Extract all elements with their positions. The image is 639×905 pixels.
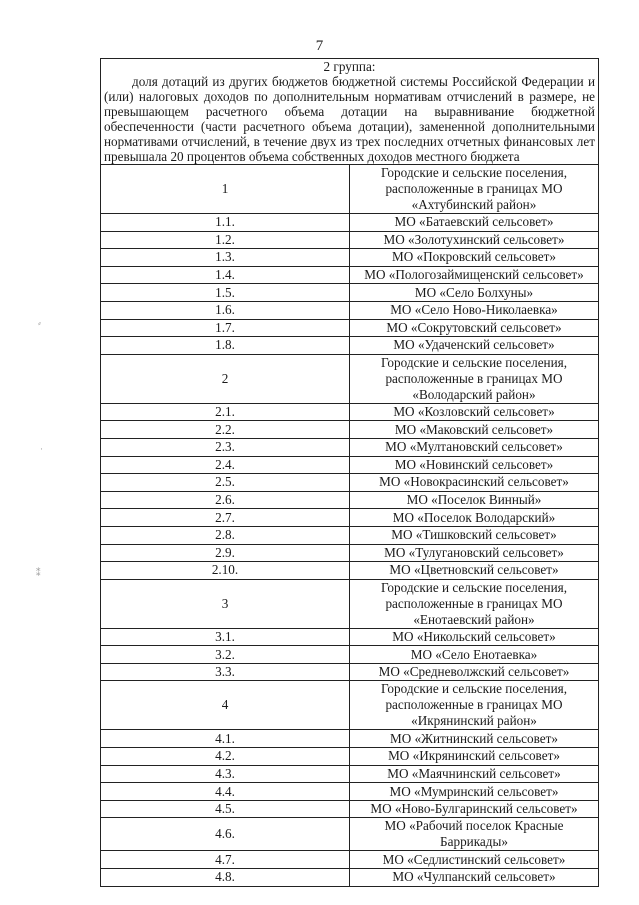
table-row [101, 765, 599, 783]
scan-mark: ⁑ [36, 568, 41, 578]
district-name: Городские и сельские поселения, расположенные в границах МО «Икрянинский район» [350, 681, 599, 730]
row-number: 2.7. [101, 509, 350, 527]
row-number: 4.7. [101, 851, 350, 869]
row-number: 2.1. [101, 403, 350, 421]
municipality-name: МО «Поселок Винный» [350, 491, 599, 509]
table-row [101, 284, 599, 302]
municipality-name: МО «Житнинский сельсовет» [350, 730, 599, 748]
district-row [101, 165, 599, 214]
table-row [101, 851, 599, 869]
table-row [101, 526, 599, 544]
row-number: 4.3. [101, 765, 350, 783]
district-row [101, 354, 599, 403]
district-name: Городские и сельские поселения, расположенные в границах МО «Володарский район» [350, 354, 599, 403]
table-row [101, 474, 599, 492]
table-row [101, 337, 599, 355]
group-header-row [101, 59, 599, 165]
row-number: 2.3. [101, 438, 350, 456]
row-number: 2 [101, 354, 350, 403]
municipality-name: МО «Батаевский сельсовет» [350, 214, 599, 232]
district-row [101, 579, 599, 628]
municipality-name: МО «Маячнинский сельсовет» [350, 765, 599, 783]
municipality-name: МО «Село Болхуны» [350, 284, 599, 302]
page-number: 7 [315, 38, 324, 54]
district-name: Городские и сельские поселения, расположенные в границах МО «Енотаевский район» [350, 579, 599, 628]
table-row [101, 301, 599, 319]
municipality-name: МО «Седлистинский сельсовет» [350, 851, 599, 869]
group-header-cell [101, 59, 599, 165]
municipality-name: МО «Рабочий поселок Красные Баррикады» [350, 818, 599, 851]
row-number: 1.6. [101, 301, 350, 319]
table-row [101, 800, 599, 818]
municipality-name: МО «Козловский сельсовет» [350, 403, 599, 421]
municipality-name: МО «Село Енотаевка» [350, 646, 599, 664]
row-number: 2.6. [101, 491, 350, 509]
row-number: 4 [101, 681, 350, 730]
scan-mark: · [40, 444, 43, 454]
municipality-name: МО «Чулпанский сельсовет» [350, 869, 599, 887]
row-number: 4.2. [101, 748, 350, 766]
row-number: 4.1. [101, 730, 350, 748]
table-row [101, 456, 599, 474]
municipality-name: МО «Поселок Володарский» [350, 509, 599, 527]
municipality-name: МО «Средневолжский сельсовет» [350, 663, 599, 681]
municipality-name: МО «Пологозаймищенский сельсовет» [350, 266, 599, 284]
row-number: 1 [101, 165, 350, 214]
group-description: доля дотаций из других бюджетов бюджетной системы Российской Федерации и (или) налоговых доходов по дополнительным нормативам отчислений в размере, не превышающем расчетного объема дотации на выравнивание бюджетной обеспеченности (части расчетного объема дотации), замененной дополнительными нормативами отчислений, в течение двух из трех последних отчетных финансовых лет превышала 20 процентов объема собственных доходов местного бюджета [104, 74, 595, 164]
district-row [101, 681, 599, 730]
row-number: 2.5. [101, 474, 350, 492]
table-row [101, 249, 599, 267]
municipality-name: МО «Тулугановский сельсовет» [350, 544, 599, 562]
table-row [101, 509, 599, 527]
municipality-name: МО «Золотухинский сельсовет» [350, 231, 599, 249]
table-row [101, 214, 599, 232]
table-row [101, 783, 599, 801]
row-number: 3.1. [101, 628, 350, 646]
table-row [101, 748, 599, 766]
table-row [101, 421, 599, 439]
row-number: 1.7. [101, 319, 350, 337]
row-number: 2.10. [101, 562, 350, 580]
table-row [101, 544, 599, 562]
row-number: 3.2. [101, 646, 350, 664]
municipality-name: МО «Покровский сельсовет» [350, 249, 599, 267]
row-number: 1.1. [101, 214, 350, 232]
table-row [101, 646, 599, 664]
municipality-name: МО «Сокрутовский сельсовет» [350, 319, 599, 337]
row-number: 2.4. [101, 456, 350, 474]
municipality-name: МО «Ново-Булгаринский сельсовет» [350, 800, 599, 818]
row-number: 3 [101, 579, 350, 628]
scan-mark: ⸗ [38, 318, 41, 328]
row-number: 3.3. [101, 663, 350, 681]
municipality-name: МО «Никольский сельсовет» [350, 628, 599, 646]
row-number: 1.2. [101, 231, 350, 249]
row-number: 1.8. [101, 337, 350, 355]
municipality-name: МО «Удаченский сельсовет» [350, 337, 599, 355]
table-row [101, 231, 599, 249]
table-row [101, 869, 599, 887]
municipality-name: МО «Мумринский сельсовет» [350, 783, 599, 801]
row-number: 1.5. [101, 284, 350, 302]
table-row [101, 438, 599, 456]
table-row [101, 562, 599, 580]
table-row [101, 266, 599, 284]
row-number: 1.4. [101, 266, 350, 284]
table-row [101, 491, 599, 509]
row-number: 4.6. [101, 818, 350, 851]
municipality-name: МО «Село Ново-Николаевка» [350, 301, 599, 319]
municipality-name: МО «Маковский сельсовет» [350, 421, 599, 439]
table-row [101, 628, 599, 646]
row-number: 2.2. [101, 421, 350, 439]
row-number: 2.9. [101, 544, 350, 562]
table-row [101, 818, 599, 851]
municipality-name: МО «Цветновский сельсовет» [350, 562, 599, 580]
row-number: 4.4. [101, 783, 350, 801]
table-row [101, 319, 599, 337]
municipality-name: МО «Новинский сельсовет» [350, 456, 599, 474]
group-title: 2 группа: [323, 59, 376, 74]
row-number: 2.8. [101, 526, 350, 544]
municipality-name: МО «Тишковский сельсовет» [350, 526, 599, 544]
municipality-name: МО «Икрянинский сельсовет» [350, 748, 599, 766]
row-number: 4.8. [101, 869, 350, 887]
row-number: 4.5. [101, 800, 350, 818]
municipality-name: МО «Новокрасинский сельсовет» [350, 474, 599, 492]
district-name: Городские и сельские поселения, расположенные в границах МО «Ахтубинский район» [350, 165, 599, 214]
table-row [101, 403, 599, 421]
row-number: 1.3. [101, 249, 350, 267]
table-row [101, 663, 599, 681]
table-row [101, 730, 599, 748]
municipalities-table [100, 58, 599, 887]
municipality-name: МО «Мултановский сельсовет» [350, 438, 599, 456]
